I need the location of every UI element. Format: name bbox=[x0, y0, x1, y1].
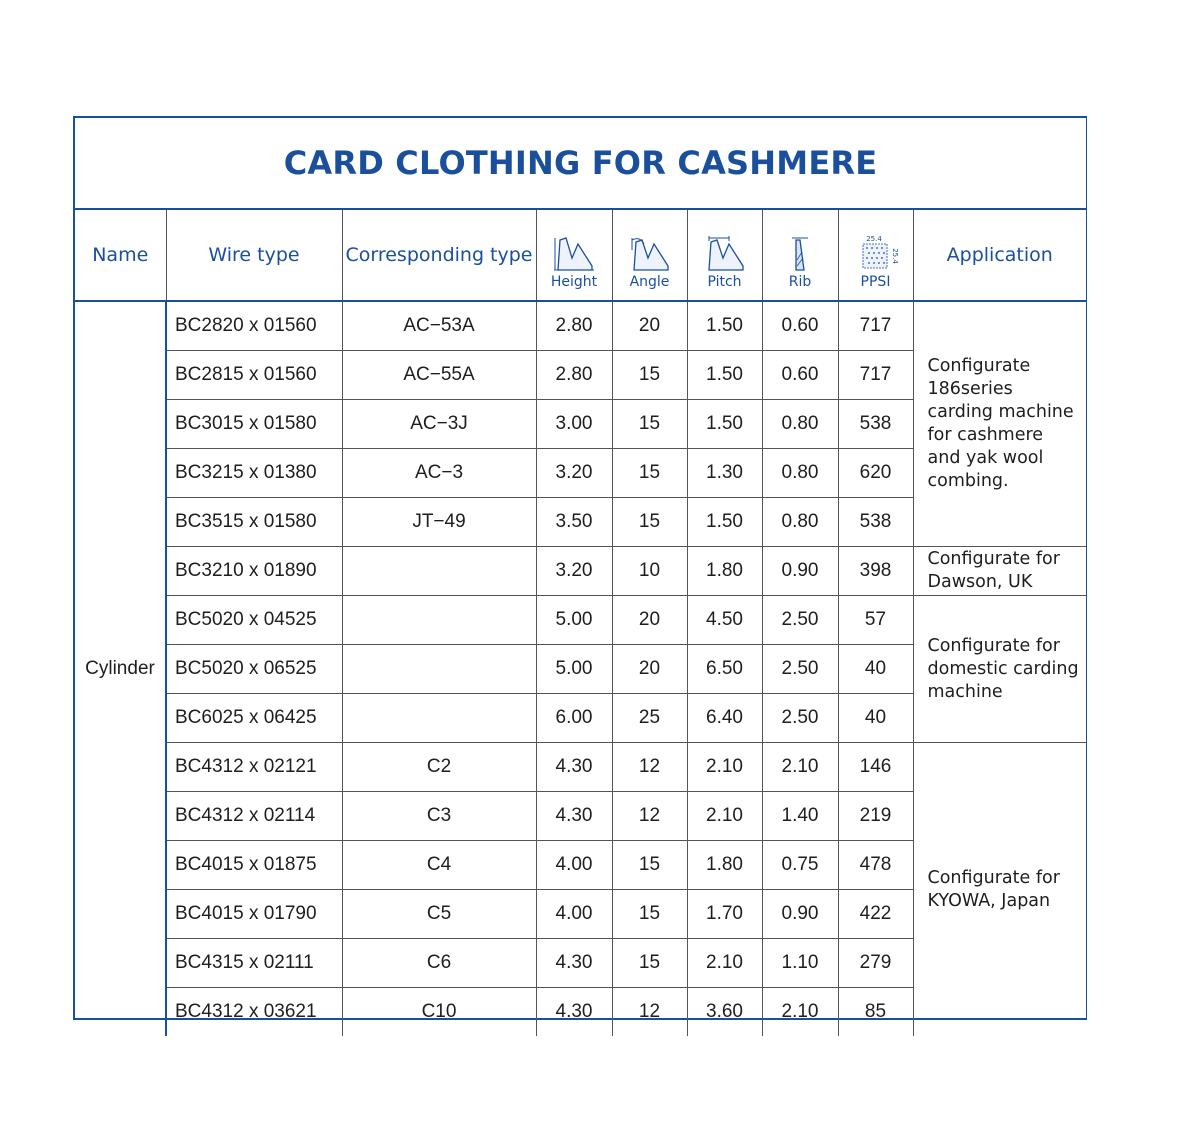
cell-pitch: 2.10 bbox=[687, 939, 762, 988]
title-band bbox=[75, 118, 1086, 210]
angle-profile-icon bbox=[628, 236, 672, 272]
cell-rib: 1.40 bbox=[762, 792, 838, 841]
cell-ppsi: 40 bbox=[838, 645, 913, 694]
cell-corresponding-type: AC−3 bbox=[342, 449, 536, 498]
cell-corresponding-type: AC−53A bbox=[342, 301, 536, 351]
header-height-label: Height bbox=[550, 274, 598, 290]
cell-wire-type: BC3215 x 01380 bbox=[166, 449, 342, 498]
header-name: Name bbox=[75, 210, 166, 301]
cell-height: 4.30 bbox=[536, 792, 612, 841]
cell-rib: 2.10 bbox=[762, 743, 838, 792]
cell-angle: 15 bbox=[612, 400, 687, 449]
cell-ppsi: 85 bbox=[838, 988, 913, 1037]
cell-wire-type: BC3515 x 01580 bbox=[166, 498, 342, 547]
cell-corresponding-type: C4 bbox=[342, 841, 536, 890]
header-rib-label: Rib bbox=[788, 274, 812, 290]
cell-height: 3.20 bbox=[536, 547, 612, 596]
cell-ppsi: 538 bbox=[838, 400, 913, 449]
header-rib bbox=[762, 210, 838, 301]
table-row bbox=[75, 596, 1086, 645]
cell-rib: 2.50 bbox=[762, 645, 838, 694]
header-angle-label: Angle bbox=[629, 274, 670, 290]
cell-ppsi: 422 bbox=[838, 890, 913, 939]
cell-wire-type: BC3210 x 01890 bbox=[166, 547, 342, 596]
header-angle bbox=[612, 210, 687, 301]
cell-rib: 0.80 bbox=[762, 400, 838, 449]
cell-rib: 2.50 bbox=[762, 694, 838, 743]
cell-rib: 0.60 bbox=[762, 301, 838, 351]
cell-corresponding-type: AC−3J bbox=[342, 400, 536, 449]
application-line: for cashmere bbox=[927, 425, 1044, 445]
application-line: Configurate for bbox=[927, 549, 1060, 569]
cell-angle: 12 bbox=[612, 792, 687, 841]
application-line: combing. bbox=[927, 471, 1009, 491]
cell-height: 3.20 bbox=[536, 449, 612, 498]
header-corresponding-type: Corresponding type bbox=[342, 210, 536, 301]
cell-wire-type: BC4315 x 02111 bbox=[166, 939, 342, 988]
cell-pitch: 4.50 bbox=[687, 596, 762, 645]
cell-wire-type: BC5020 x 06525 bbox=[166, 645, 342, 694]
cell-rib: 2.10 bbox=[762, 988, 838, 1037]
cell-height: 2.80 bbox=[536, 301, 612, 351]
cell-corresponding-type: JT−49 bbox=[342, 498, 536, 547]
ppsi-icon-dimension-side: 25.4 bbox=[890, 248, 899, 264]
cell-ppsi: 57 bbox=[838, 596, 913, 645]
cell-corresponding-type: C3 bbox=[342, 792, 536, 841]
cell-pitch: 1.50 bbox=[687, 498, 762, 547]
height-profile-icon bbox=[552, 236, 596, 272]
cell-angle: 20 bbox=[612, 301, 687, 351]
application-line: and yak wool bbox=[927, 448, 1044, 468]
cell-ppsi: 717 bbox=[838, 351, 913, 400]
header-pitch-label: Pitch bbox=[707, 274, 742, 290]
cell-wire-type: BC6025 x 06425 bbox=[166, 694, 342, 743]
cell-wire-type: BC2815 x 01560 bbox=[166, 351, 342, 400]
application-line: Dawson, UK bbox=[927, 572, 1033, 592]
cell-wire-type: BC4015 x 01790 bbox=[166, 890, 342, 939]
cell-angle: 10 bbox=[612, 547, 687, 596]
cell-ppsi: 538 bbox=[838, 498, 913, 547]
cell-corresponding-type: C6 bbox=[342, 939, 536, 988]
cell-angle: 15 bbox=[612, 498, 687, 547]
cell-pitch: 2.10 bbox=[687, 792, 762, 841]
application-line: machine bbox=[927, 681, 1003, 702]
cell-angle: 15 bbox=[612, 939, 687, 988]
cell-rib: 0.80 bbox=[762, 498, 838, 547]
cell-corresponding-type bbox=[342, 547, 536, 596]
rib-profile-icon bbox=[778, 236, 822, 272]
cell-height: 5.00 bbox=[536, 596, 612, 645]
application-cell bbox=[913, 596, 1086, 743]
application-cell bbox=[913, 301, 1086, 547]
cell-pitch: 1.30 bbox=[687, 449, 762, 498]
card-clothing-table-frame bbox=[73, 116, 1087, 1020]
application-line: Configurate for bbox=[927, 867, 1060, 888]
cell-angle: 20 bbox=[612, 645, 687, 694]
header-wire-type: Wire type bbox=[166, 210, 342, 301]
cell-pitch: 1.80 bbox=[687, 841, 762, 890]
cell-pitch: 1.70 bbox=[687, 890, 762, 939]
cell-height: 3.00 bbox=[536, 400, 612, 449]
cell-angle: 15 bbox=[612, 841, 687, 890]
cell-angle: 12 bbox=[612, 743, 687, 792]
cell-pitch: 1.50 bbox=[687, 400, 762, 449]
application-line: KYOWA, Japan bbox=[927, 890, 1051, 911]
cell-pitch: 6.50 bbox=[687, 645, 762, 694]
cell-wire-type: BC4312 x 02121 bbox=[166, 743, 342, 792]
cell-corresponding-type: C2 bbox=[342, 743, 536, 792]
application-line: Configurate bbox=[927, 356, 1031, 376]
ppsi-icon-dimension-top: 25.4 bbox=[865, 235, 882, 243]
cell-height: 4.30 bbox=[536, 988, 612, 1037]
cell-angle: 15 bbox=[612, 351, 687, 400]
cell-rib: 0.80 bbox=[762, 449, 838, 498]
cell-wire-type: BC5020 x 04525 bbox=[166, 596, 342, 645]
cell-corresponding-type: C5 bbox=[342, 890, 536, 939]
cell-height: 6.00 bbox=[536, 694, 612, 743]
cell-corresponding-type bbox=[342, 694, 536, 743]
cell-angle: 20 bbox=[612, 596, 687, 645]
application-cell bbox=[913, 743, 1086, 1037]
spec-table bbox=[75, 210, 1086, 1036]
cell-ppsi: 398 bbox=[838, 547, 913, 596]
cell-rib: 0.90 bbox=[762, 547, 838, 596]
table-row bbox=[75, 301, 1086, 351]
cell-rib: 0.90 bbox=[762, 890, 838, 939]
cell-height: 4.30 bbox=[536, 939, 612, 988]
cell-ppsi: 219 bbox=[838, 792, 913, 841]
cell-height: 4.30 bbox=[536, 743, 612, 792]
table-row bbox=[75, 547, 1086, 596]
header-row bbox=[75, 210, 1086, 301]
ppsi-grid-icon bbox=[854, 234, 898, 272]
header-pitch bbox=[687, 210, 762, 301]
cell-angle: 12 bbox=[612, 988, 687, 1037]
cell-height: 5.00 bbox=[536, 645, 612, 694]
cell-corresponding-type: C10 bbox=[342, 988, 536, 1037]
cell-pitch: 2.10 bbox=[687, 743, 762, 792]
name-cell: Cylinder bbox=[75, 301, 166, 1036]
cell-ppsi: 620 bbox=[838, 449, 913, 498]
cell-wire-type: BC3015 x 01580 bbox=[166, 400, 342, 449]
cell-wire-type: BC4015 x 01875 bbox=[166, 841, 342, 890]
cell-corresponding-type: AC−55A bbox=[342, 351, 536, 400]
cell-corresponding-type bbox=[342, 645, 536, 694]
pitch-profile-icon bbox=[703, 236, 747, 272]
cell-ppsi: 717 bbox=[838, 301, 913, 351]
cell-rib: 0.60 bbox=[762, 351, 838, 400]
cell-wire-type: BC4312 x 03621 bbox=[166, 988, 342, 1037]
cell-height: 4.00 bbox=[536, 890, 612, 939]
cell-angle: 25 bbox=[612, 694, 687, 743]
cell-rib: 2.50 bbox=[762, 596, 838, 645]
application-line: 186series bbox=[927, 379, 1013, 399]
spec-table-body bbox=[75, 301, 1086, 1036]
header-ppsi-label: PPSI bbox=[860, 274, 891, 290]
cell-ppsi: 478 bbox=[838, 841, 913, 890]
header-height bbox=[536, 210, 612, 301]
cell-ppsi: 40 bbox=[838, 694, 913, 743]
page-title: CARD CLOTHING FOR CASHMERE bbox=[283, 144, 878, 182]
cell-wire-type: BC4312 x 02114 bbox=[166, 792, 342, 841]
cell-pitch: 1.50 bbox=[687, 301, 762, 351]
cell-ppsi: 146 bbox=[838, 743, 913, 792]
cell-pitch: 1.50 bbox=[687, 351, 762, 400]
cell-corresponding-type bbox=[342, 596, 536, 645]
table-row bbox=[75, 743, 1086, 792]
application-cell bbox=[913, 547, 1086, 596]
application-line: carding machine bbox=[927, 402, 1074, 422]
cell-angle: 15 bbox=[612, 890, 687, 939]
application-line: Configurate for bbox=[927, 635, 1060, 656]
cell-rib: 0.75 bbox=[762, 841, 838, 890]
cell-pitch: 3.60 bbox=[687, 988, 762, 1037]
cell-height: 4.00 bbox=[536, 841, 612, 890]
header-ppsi bbox=[838, 210, 913, 301]
cell-height: 3.50 bbox=[536, 498, 612, 547]
cell-rib: 1.10 bbox=[762, 939, 838, 988]
cell-ppsi: 279 bbox=[838, 939, 913, 988]
cell-pitch: 6.40 bbox=[687, 694, 762, 743]
cell-angle: 15 bbox=[612, 449, 687, 498]
cell-wire-type: BC2820 x 01560 bbox=[166, 301, 342, 351]
cell-pitch: 1.80 bbox=[687, 547, 762, 596]
cell-height: 2.80 bbox=[536, 351, 612, 400]
header-application: Application bbox=[913, 210, 1086, 301]
application-line: domestic carding bbox=[927, 658, 1079, 679]
